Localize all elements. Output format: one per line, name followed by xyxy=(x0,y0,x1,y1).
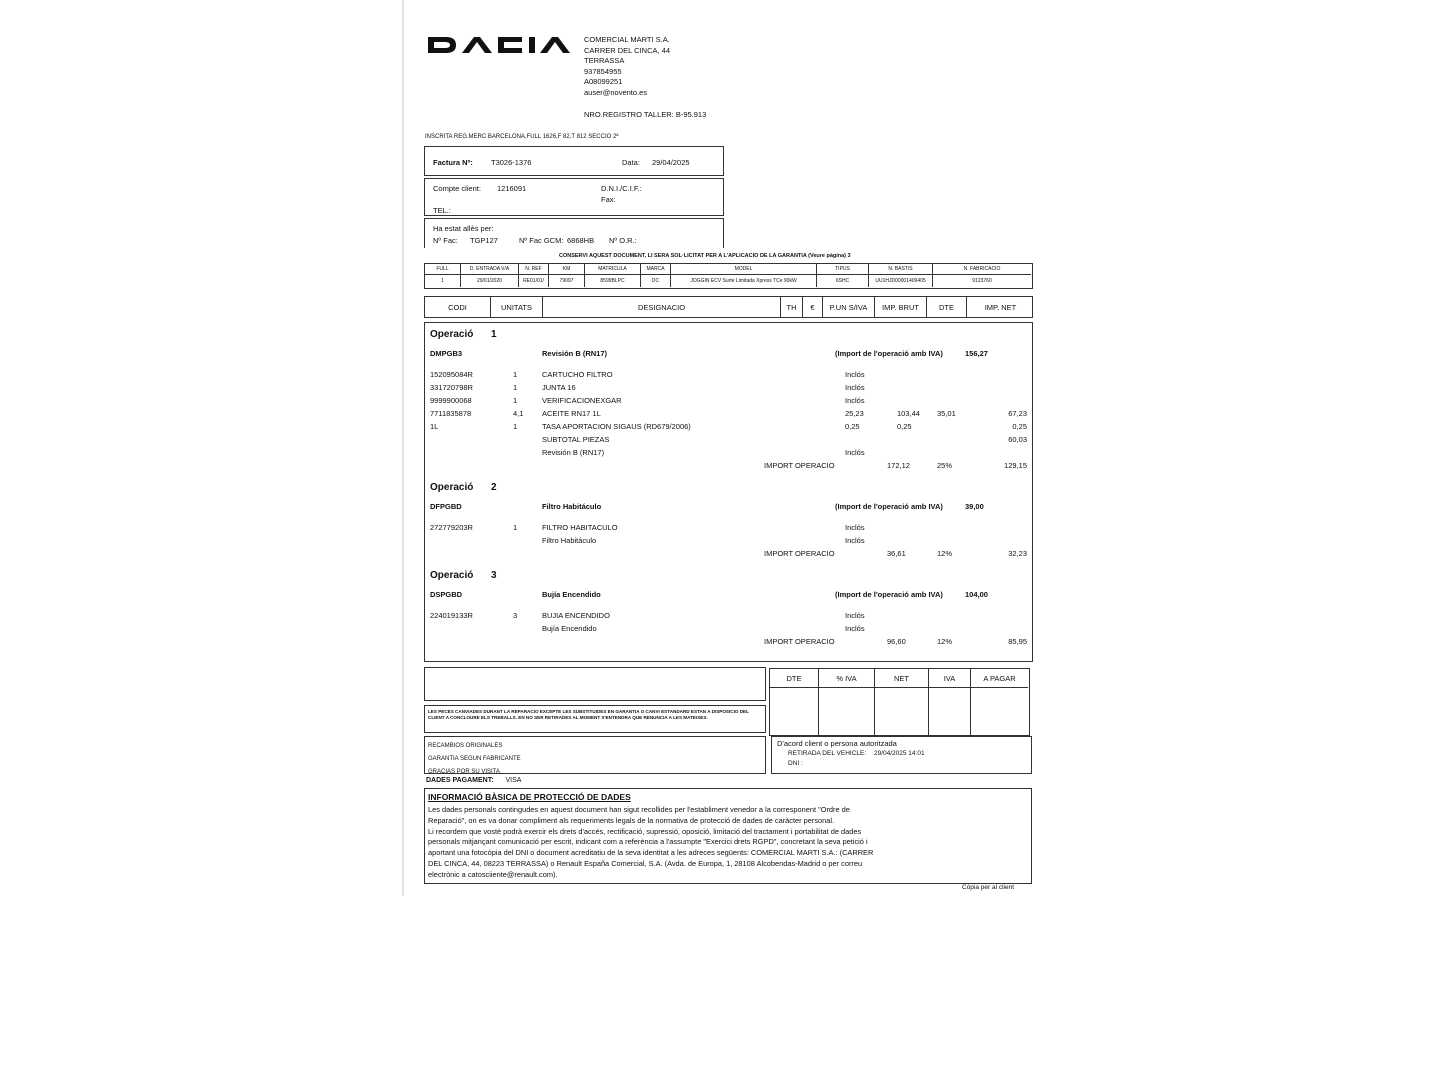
privacy-title: INFORMACIÓ BÀSICA DE PROTECCIÓ DE DADES xyxy=(428,792,631,802)
line-code: 9999900068 xyxy=(430,396,472,405)
warranty-note: CONSERVI AQUEST DOCUMENT, LI SERA SOL·LICITAT PER A L'APLICACIO DE LA GARANTIA (Veure pàgina) 3 xyxy=(559,253,851,259)
invoice-date-label: Data: xyxy=(622,158,640,167)
import-dte: 12% xyxy=(937,637,953,646)
vehicle-header: N. FABRICACIO xyxy=(933,264,1031,275)
line-qty: 1 xyxy=(513,523,518,532)
line-pu: 0,25 xyxy=(897,422,912,431)
line-note: Inclós xyxy=(845,370,865,379)
company-info xyxy=(584,35,670,99)
privacy-line: Reparació", on es va donar compliment als requeriments legals de la normativa de protecció de dades de caràcter personal. xyxy=(428,815,835,825)
payment-method: VISA xyxy=(505,777,522,784)
notice-text: LES PECES CANVIADES DURANT LA REPARACIO EXCEPTE LES SUBSTITUIDES EN GARANTIA O CANVI ESTANDARD ESTAN A DISPOSICIO DEL CLIENT A CONCLOURE ELS TREBALLS. EN NO SER RETIRADES AL MOMENT S'ENTENDRA QUE RENUNCIA A LES MATEIXES. xyxy=(428,709,749,720)
vehicle-value: 79097 xyxy=(549,275,585,287)
vehicle-value: 29/01/2020 xyxy=(461,275,519,287)
fac-number: TGP127 xyxy=(470,236,498,245)
vehicle-value: RE01/01/ xyxy=(519,275,549,287)
or-label: Nº O.R.: xyxy=(609,236,637,245)
invoice-page xyxy=(402,0,1040,896)
blank-box xyxy=(424,667,766,701)
line-qty: 1 xyxy=(513,370,518,379)
operation-code: DSPGBD xyxy=(430,590,463,599)
operation-name: Revisión B (RN17) xyxy=(542,349,608,358)
operation-name: Bujía Encendido xyxy=(542,590,601,599)
remarks-box xyxy=(424,736,766,774)
operation-code: DFPGBD xyxy=(430,502,462,511)
agreement-box xyxy=(771,736,1032,774)
import-brut: 172,12 xyxy=(887,461,910,470)
company-phone: 937854955 xyxy=(584,66,622,76)
agreement-title: D'acord client o persona autoritzada xyxy=(777,739,897,748)
line-qty: 1 xyxy=(513,396,518,405)
line-desc: CARTUCHO FILTRO xyxy=(542,370,613,379)
line-pu: 103,44 xyxy=(897,409,920,418)
col-brut: IMP. BRUT xyxy=(875,297,927,317)
line-note: Inclós xyxy=(845,611,865,620)
line-desc: FILTRO HABITACULO xyxy=(542,523,618,532)
totals-dte-header: DTE xyxy=(770,669,818,688)
line-desc: JUNTA 16 xyxy=(542,383,576,392)
line-desc: Revisión B (RN17) xyxy=(542,448,605,457)
vehicle-header: MATRICULA xyxy=(585,264,641,275)
retired-date: 29/04/2025 14:01 xyxy=(873,750,925,757)
remark-line: GRACIAS POR SU VISITA xyxy=(428,769,500,775)
vehicle-value: 8599BLPC xyxy=(585,275,641,287)
company-nif: A08099251 xyxy=(584,77,623,87)
privacy-line: electrònic a catosciiente@renault.com). xyxy=(428,869,558,879)
totals-apagar-header: A PAGAR xyxy=(971,669,1028,688)
col-designacio: DESIGNACIO xyxy=(543,297,781,317)
col-euro: € xyxy=(803,297,823,317)
line-note: Inclós xyxy=(845,523,865,532)
gcm-label: Nº Fac GCM: xyxy=(519,236,564,245)
operations-body xyxy=(424,322,1033,662)
client-number: 1216091 xyxy=(497,184,527,193)
lines-header xyxy=(424,296,1033,318)
vehicle-header: MODEL xyxy=(671,264,817,275)
retired-label: RETIRADA DEL VEHICLE: xyxy=(788,750,867,757)
privacy-line: personals mitjançant comunicació per escrit, indicant com a referència a l'assumpte "Exercici drets RGPD", concretant la seva petició i xyxy=(428,837,868,847)
line-net: 67,23 xyxy=(1008,409,1027,418)
col-th: TH xyxy=(781,297,803,317)
vehicle-header: D. ENTRADA V/A xyxy=(461,264,519,275)
line-code: 331720798R xyxy=(430,383,473,392)
line-note: Inclós xyxy=(845,396,865,405)
vehicle-header: N. REF xyxy=(519,264,549,275)
line-code: 7711835878 xyxy=(430,409,472,418)
line-note: 0,25 xyxy=(845,422,860,431)
line-code: 224019133R xyxy=(430,611,473,620)
line-qty: 1 xyxy=(513,383,518,392)
copy-footer: Còpia per al client xyxy=(962,884,1015,891)
operation-number: 3 xyxy=(491,570,497,581)
import-dte: 12% xyxy=(937,549,953,558)
fax-label: Fax: xyxy=(601,195,616,204)
issued-label: Ha estat allès per: xyxy=(433,224,494,233)
vehicle-value: 1 xyxy=(425,275,461,287)
invoice-number-label: Factura Nº: xyxy=(433,158,473,167)
privacy-box xyxy=(424,788,1032,884)
line-net: 0,25 xyxy=(1012,422,1027,431)
operation-label: Operació xyxy=(430,570,474,581)
operation-total: 39,00 xyxy=(965,502,984,511)
company-name: COMERCIAL MARTI S.A. xyxy=(584,35,670,44)
import-label: IMPORT OPERACIO xyxy=(764,637,835,646)
line-desc: Bujía Encendido xyxy=(542,624,597,633)
line-desc: ACEITE RN17 1L xyxy=(542,409,601,418)
import-brut: 96,60 xyxy=(887,637,906,646)
totals-iva-header: IVA xyxy=(929,669,970,688)
operation-total-label: (Import de l'operació amb IVA) xyxy=(835,590,943,599)
payment-info xyxy=(426,777,521,784)
line-dte: 35,01 xyxy=(937,409,956,418)
operation-number: 1 xyxy=(491,329,497,340)
line-code: 152095084R xyxy=(430,370,473,379)
totals-iva-pct-header: % IVA xyxy=(819,669,874,688)
import-label: IMPORT OPERACIO xyxy=(764,549,835,558)
line-desc: VERIFICACIONEXGAR xyxy=(542,396,622,405)
totals-table xyxy=(769,668,1030,736)
client-label: Compte client: xyxy=(433,184,481,193)
import-net: 129,15 xyxy=(1004,461,1027,470)
totals-net-header: NET xyxy=(875,669,928,688)
line-desc: TASA APORTACION SIGAUS (RD679/2006) xyxy=(542,422,691,431)
operation-label: Operació xyxy=(430,329,474,340)
import-net: 85,95 xyxy=(1008,637,1027,646)
line-note: Inclós xyxy=(845,448,865,457)
import-brut: 36,61 xyxy=(887,549,906,558)
operation-name: Filtro Habitáculo xyxy=(542,502,602,511)
col-unitats: UNITATS xyxy=(491,297,543,317)
operation-number: 2 xyxy=(491,482,497,493)
line-net: 60,03 xyxy=(1008,435,1027,444)
vehicle-value: JOGGIN ECV Surte Limitada Xpress TCe 90kW xyxy=(671,275,817,287)
company-address: CARRER DEL CINCA, 44 xyxy=(584,45,670,55)
gcm-number: 6868HB xyxy=(567,236,595,245)
line-code: 272779203R xyxy=(430,523,473,532)
col-net: IMP. NET xyxy=(984,302,1017,312)
fac-label: Nº Fac: xyxy=(433,236,458,245)
operation-total: 156,27 xyxy=(965,349,988,358)
invoice-date: 29/04/2025 xyxy=(652,158,690,167)
invoice-number: T3026-1376 xyxy=(491,158,532,167)
line-note: Inclós xyxy=(845,536,865,545)
line-desc: BUJIA ENCENDIDO xyxy=(542,611,610,620)
payment-label: DADES PAGAMENT: xyxy=(426,777,494,784)
import-net: 32,23 xyxy=(1008,549,1027,558)
col-codi: CODI xyxy=(425,297,491,317)
line-desc: Filtro Habitáculo xyxy=(542,536,597,545)
import-label: IMPORT OPERACIO xyxy=(764,461,835,470)
company-email: auser@novento.es xyxy=(584,87,648,97)
dni-label: D.N.I./C.I.F.: xyxy=(601,184,642,193)
mercantile-register: INSCRITA REG.MERC BARCELONA,FULL 1626,F 82,T 812 SECCIO 2ª xyxy=(425,134,619,140)
line-qty: 1 xyxy=(513,422,518,431)
vehicle-header: N. BASTIS xyxy=(869,264,933,275)
vehicle-table xyxy=(424,263,1033,289)
remark-line: RECAMBIOS ORIGINALES xyxy=(428,743,503,749)
privacy-line: Les dades personals contingudes en aquest document han sigut recollides per l'establiment venedor a la corresponent "Ordre de xyxy=(428,805,850,814)
vehicle-header: KM xyxy=(549,264,585,275)
vehicle-header: TIPUS xyxy=(817,264,869,275)
line-note: 25,23 xyxy=(845,409,864,418)
operation-label: Operació xyxy=(430,482,474,493)
vehicle-value: DC xyxy=(641,275,671,287)
privacy-line: DEL CINCA, 44, 08223 TERRASSA) o Renault España Comercial, S.A. (Avda. de Europa, 1, 28108 Alcobendas-Madrid o per correu xyxy=(428,858,863,868)
line-qty: 3 xyxy=(513,611,518,620)
line-desc: SUBTOTAL PIEZAS xyxy=(542,435,610,444)
operation-total: 104,00 xyxy=(965,590,988,599)
company-city: TERRASSA xyxy=(584,56,625,66)
operation-total-label: (Import de l'operació amb IVA) xyxy=(835,349,943,358)
line-code: 1L xyxy=(430,422,439,431)
vehicle-value: UU1HJD00001409405 xyxy=(869,275,933,287)
tel-label: TEL.: xyxy=(433,206,451,215)
issued-box xyxy=(424,218,724,248)
line-note: Inclós xyxy=(845,624,865,633)
operation-code: DMPGB3 xyxy=(430,349,463,358)
invoice-number-box xyxy=(424,146,724,176)
agreement-dni: DNI : xyxy=(788,760,803,767)
operation-total-label: (Import de l'operació amb IVA) xyxy=(835,502,943,511)
notice-box xyxy=(424,705,766,733)
dacia-logo xyxy=(426,34,576,56)
remark-line: GARANTIA SEGUN FABRICANTE xyxy=(428,756,521,762)
col-dte: DTE xyxy=(927,297,967,317)
import-dte: 25% xyxy=(937,461,953,470)
col-pun: P.UN S/IVA xyxy=(823,297,875,317)
privacy-line: Li recordem que vostè podrà exercir els drets d'accés, rectificació, supressió, oposició, limitació del tractament i portabilitat de dades xyxy=(428,826,862,836)
vehicle-value: 9123760 xyxy=(972,278,992,284)
privacy-line: aportant una fotocòpia del DNI o document acreditatiu de la seva identitat a les adreces següents: COMERCIAL MARTI S.A.: (CARRER xyxy=(428,848,874,858)
workshop-register: NRO.REGISTRO TALLER: B-95.913 xyxy=(584,110,707,119)
line-note: Inclós xyxy=(845,383,865,392)
vehicle-value: 6SHC xyxy=(817,275,869,287)
line-qty: 4,1 xyxy=(513,409,524,418)
vehicle-header: FULL xyxy=(425,264,461,275)
client-box xyxy=(424,178,724,216)
vehicle-header: MARCA xyxy=(641,264,671,275)
